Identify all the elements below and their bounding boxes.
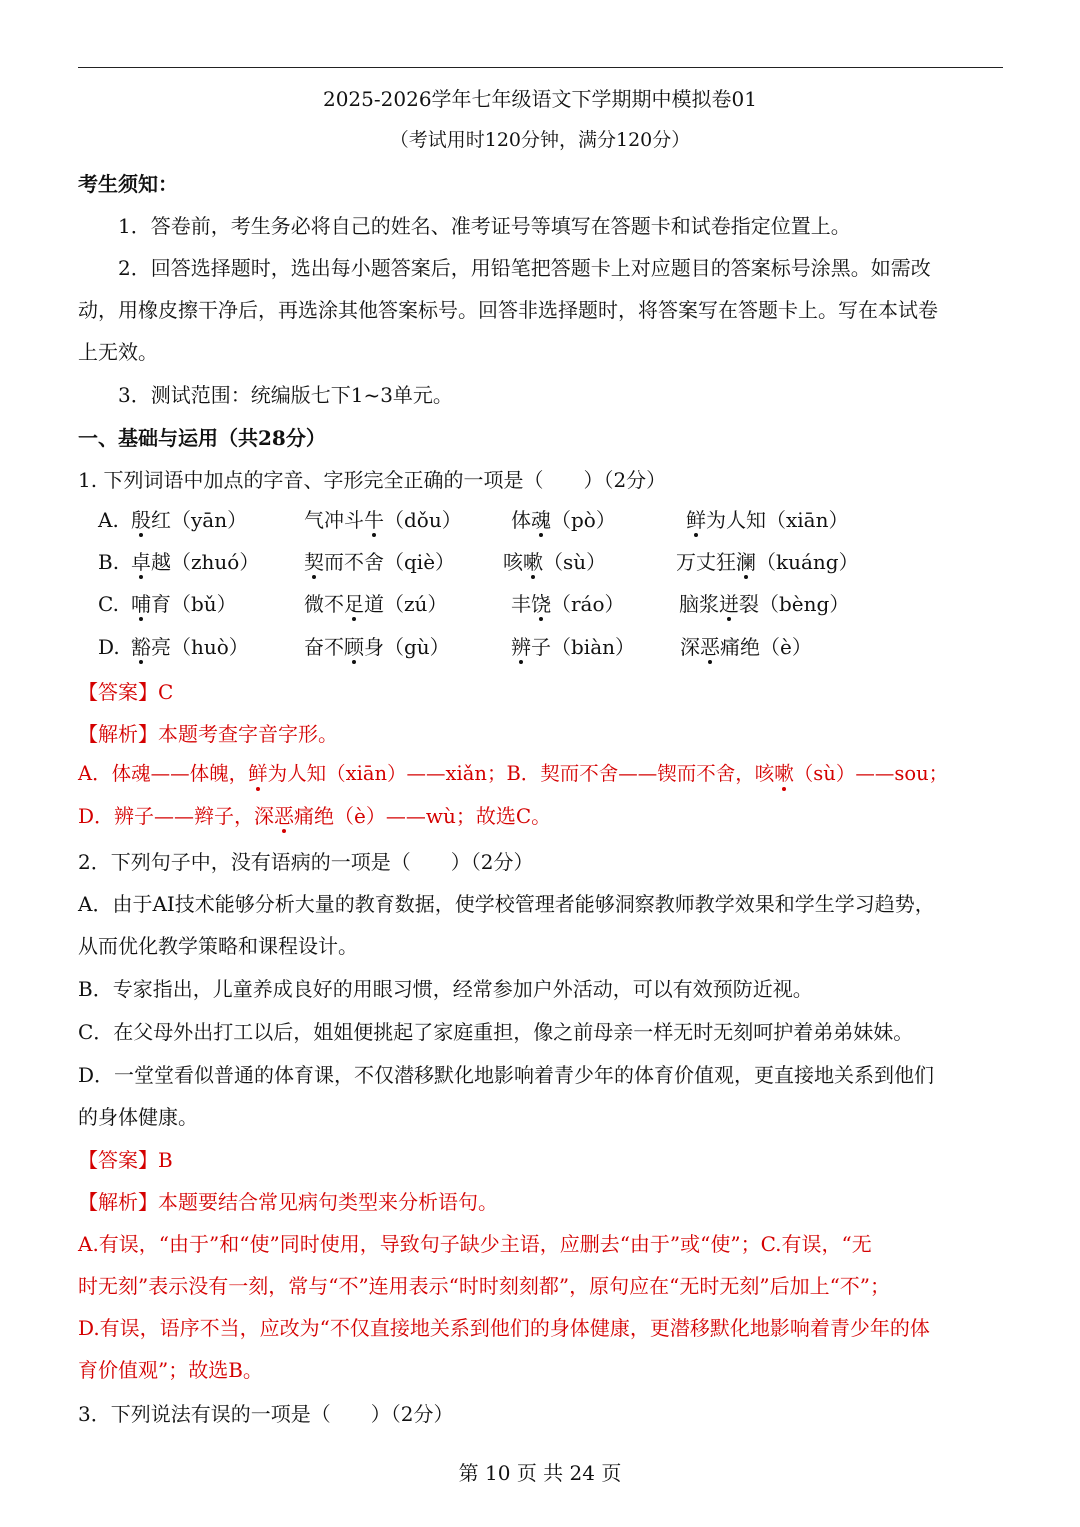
option-word-4: 脑浆迸裂（bèng） bbox=[679, 592, 850, 616]
question-2-option-c: C．在父母外出打工以后，姐姐便挑起了家庭重担，像之前母亲一样无时无刻呵护着弟弟妹妹。 bbox=[78, 1020, 914, 1044]
question-1-analysis-line-2: D．辨子——辫子，深恶痛绝（è）——wù；故选C。 bbox=[78, 804, 552, 828]
question-3-stem: 3．下列说法有误的一项是（ ）（2分） bbox=[78, 1402, 454, 1426]
option-word-2: 契而不舍（qiè） bbox=[304, 550, 456, 574]
option-word-2: 奋不顾身（gù） bbox=[304, 635, 450, 659]
notice-item-2-line-3: 上无效。 bbox=[78, 340, 158, 364]
question-2-analysis-line-1: A.有误，“由于”和“使”同时使用，导致句子缺少主语，应删去“由于”或“使”；C.有误，“无 bbox=[78, 1232, 872, 1256]
option-word-2: 气冲斗牛（dǒu） bbox=[304, 508, 462, 532]
option-word-1: 殷红（yān） bbox=[131, 508, 248, 532]
option-word-3: 咳嗽（sù） bbox=[503, 550, 607, 574]
option-word-1: 豁亮（huò） bbox=[131, 635, 249, 659]
option-label: C. bbox=[98, 592, 119, 616]
notice-item-2-line-1: 2．回答选择题时，选出每小题答案后，用铅笔把答题卡上对应题目的答案标号涂黑。如需改 bbox=[118, 256, 931, 280]
option-word-2: 微不足道（zú） bbox=[304, 592, 448, 616]
section-1-heading: 一、基础与运用（共28分） bbox=[78, 426, 326, 450]
option-word-3: 辨子（biàn） bbox=[511, 635, 636, 659]
notice-heading: 考生须知： bbox=[78, 172, 178, 196]
option-word-4: 鲜为人知（xiān） bbox=[686, 508, 849, 532]
page-footer: 第 10 页 共 24 页 bbox=[458, 1461, 622, 1485]
question-2-stem: 2．下列句子中，没有语病的一项是（ ）（2分） bbox=[78, 850, 534, 874]
option-label: A. bbox=[98, 508, 119, 532]
question-1-analysis-line-1: A．体魂——体魄，鲜为人知（xiān）——xiǎn；B．契而不舍——锲而不舍，咳嗽（sù）——sou； bbox=[78, 762, 949, 785]
exam-title: 2025-2026学年七年级语文下学期期中模拟卷01 bbox=[322, 87, 757, 111]
notice-item-2-line-2: 动，用橡皮擦干净后，再选涂其他答案标号。回答非选择题时，将答案写在答题卡上。写在本试卷 bbox=[78, 298, 938, 322]
question-2-analysis-line-4: 育价值观”；故选B。 bbox=[78, 1358, 263, 1382]
question-2-analysis-line-3: D.有误，语序不当，应改为“不仅直接地关系到他们的身体健康，更潜移默化地影响着青少年的体 bbox=[78, 1316, 930, 1340]
question-2-option-d-line-1: D．一堂堂看似普通的体育课，不仅潜移默化地影响着青少年的体育价值观，更直接地关系到他们 bbox=[78, 1063, 935, 1087]
question-2-analysis-intro: 【解析】本题要结合常见病句类型来分析语句。 bbox=[78, 1190, 498, 1214]
option-word-1: 哺育（bǔ） bbox=[131, 592, 237, 616]
header-rule bbox=[78, 67, 1003, 68]
question-2-option-a-line-2: 从而优化教学策略和课程设计。 bbox=[78, 934, 358, 958]
question-1-answer: 【答案】C bbox=[78, 680, 174, 704]
option-word-4: 万丈狂澜（kuáng） bbox=[676, 550, 859, 574]
option-label: D. bbox=[98, 635, 120, 659]
option-word-1: 卓越（zhuó） bbox=[131, 550, 260, 574]
question-2-answer: 【答案】B bbox=[78, 1148, 173, 1172]
question-2-analysis-line-2: 时无刻”表示没有一刻，常与“不”连用表示“时时刻刻都”，原句应在“无时无刻”后加上“不”； bbox=[78, 1274, 891, 1298]
notice-item-3: 3．测试范围：统编版七下1~3单元。 bbox=[118, 383, 453, 407]
question-2-option-b: B．专家指出，儿童养成良好的用眼习惯，经常参加户外活动，可以有效预防近视。 bbox=[78, 977, 813, 1001]
question-1-analysis-intro: 【解析】本题考查字音字形。 bbox=[78, 722, 338, 746]
option-word-4: 深恶痛绝（è） bbox=[680, 635, 812, 659]
notice-item-1: 1．答卷前，考生务必将自己的姓名、准考证号等填写在答题卡和试卷指定位置上。 bbox=[118, 214, 851, 238]
option-word-3: 体魂（pò） bbox=[511, 508, 616, 532]
question-1-stem: 1. 下列词语中加点的字音、字形完全正确的一项是（ ）（2分） bbox=[78, 468, 667, 492]
question-2-option-d-line-2: 的身体健康。 bbox=[78, 1105, 198, 1129]
question-2-option-a-line-1: A．由于AI技术能够分析大量的教育数据，使学校管理者能够洞察教师教学效果和学生学习趋势， bbox=[78, 892, 935, 916]
option-label: B. bbox=[98, 550, 120, 574]
exam-subtitle: （考试用时120分钟，满分120分） bbox=[389, 129, 691, 151]
option-word-3: 丰饶（ráo） bbox=[511, 592, 625, 616]
